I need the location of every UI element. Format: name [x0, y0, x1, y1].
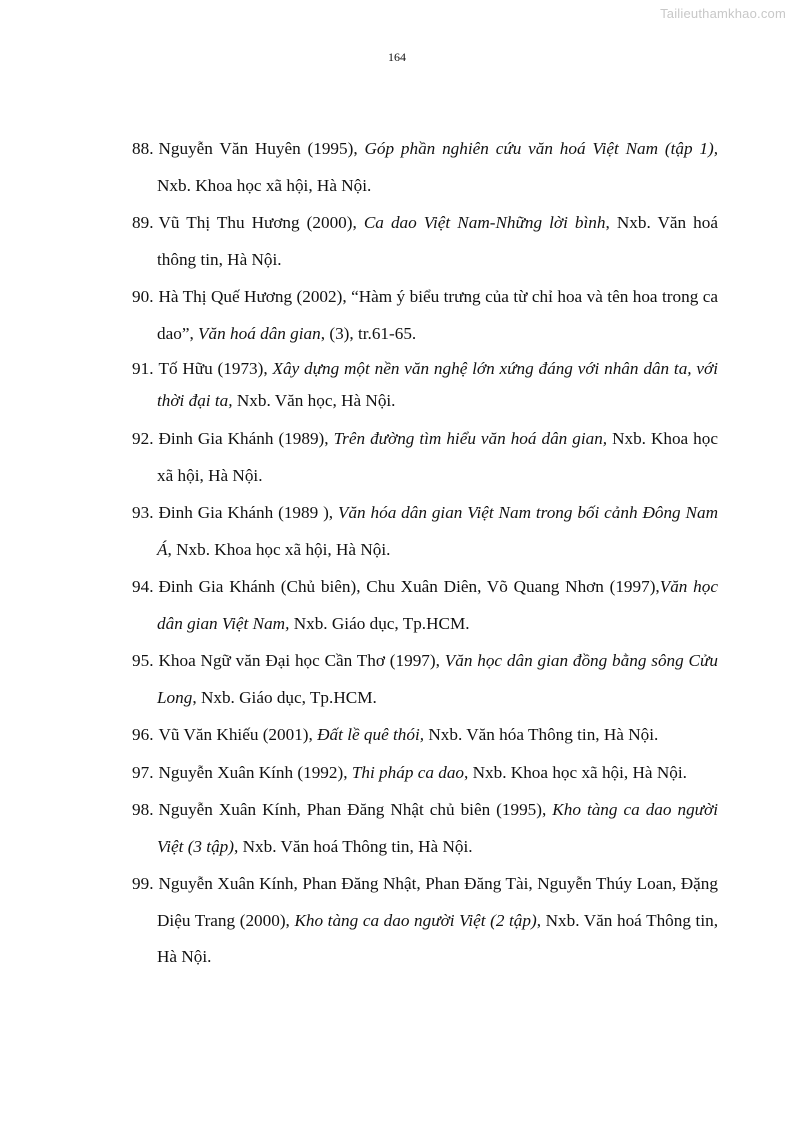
reference-author-year: Nguyễn Xuân Kính, Phan Đăng Nhật, Phan Đăng Tài, Nguyễn Thúy Loan, Đặng Diệu Trang (2000),	[157, 874, 718, 930]
reference-number: 96.	[132, 725, 154, 744]
reference-title: Văn hóa dân gian Việt Nam trong bối cảnh Đông Nam Á	[157, 503, 718, 559]
reference-author-year: Vũ Thị Thu Hương (2000),	[158, 213, 364, 232]
reference-number: 89.	[132, 213, 154, 232]
reference-title: Kho tàng ca dao người Việt (3 tập)	[157, 800, 718, 856]
reference-publisher: Nxb. Văn hóa Thông tin, Hà Nội.	[424, 725, 659, 744]
reference-title: Văn học dân gian đồng bằng sông Cửu Long	[157, 651, 718, 707]
watermark: Tailieuthamkhao.com	[660, 6, 786, 21]
reference-author-year: Đinh Gia Khánh (1989 ),	[158, 503, 338, 522]
reference-title: Ca dao Việt Nam-Những lời bình	[363, 213, 606, 232]
reference-item	[132, 866, 718, 976]
reference-publisher: Nxb. Khoa học xã hội, Hà Nội.	[157, 429, 718, 485]
reference-number: 92.	[132, 429, 154, 448]
reference-number: 95.	[132, 651, 154, 670]
reference-title: Xây dựng một nền văn nghệ lớn xứng đáng với nhân dân ta, với thời đại ta,	[157, 359, 718, 410]
reference-author-year: Hà Thị Quế Hương (2002), “Hàm ý biểu trưng của từ chỉ hoa và tên hoa trong ca dao”,	[157, 287, 718, 343]
reference-number: 88.	[132, 139, 154, 158]
reference-title: Trên đường tìm hiểu văn hoá dân gian,	[333, 429, 608, 448]
reference-number: 94.	[132, 577, 154, 596]
reference-publisher: , Nxb. Giáo dục, Tp.HCM.	[192, 687, 377, 707]
reference-publisher: , Nxb. Văn hoá Thông tin, Hà Nội.	[234, 836, 473, 856]
reference-title: Kho tàng ca dao người Việt (2 tập)	[294, 910, 537, 930]
reference-publisher: , Nxb. Văn hoá Thông tin, Hà Nội.	[157, 910, 718, 966]
reference-title: Văn học dân gian Việt Nam,	[157, 577, 718, 633]
reference-number: 99.	[132, 874, 154, 893]
reference-item	[132, 717, 718, 754]
reference-publisher: , Nxb. Khoa học xã hội, Hà Nội.	[464, 762, 687, 782]
reference-item	[132, 495, 718, 568]
reference-number: 90.	[132, 287, 154, 306]
reference-author-year: Tố Hữu (1973),	[158, 359, 273, 378]
reference-number: 97.	[132, 762, 154, 782]
reference-number: 98.	[132, 800, 154, 819]
reference-publisher: Nxb. Giáo dục, Tp.HCM.	[289, 613, 470, 633]
reference-item	[132, 353, 718, 417]
reference-item	[132, 792, 718, 865]
page-number: 164	[388, 50, 406, 64]
reference-author-year: Đinh Gia Khánh (Chủ biên), Chu Xuân Diên, Võ Quang Nhơn (1997),	[158, 577, 660, 596]
reference-item	[132, 205, 718, 278]
reference-title: Đất lề quê thói,	[317, 725, 425, 744]
reference-publisher: Nxb. Văn học, Hà Nội.	[232, 391, 396, 410]
reference-item	[132, 569, 718, 642]
reference-item	[132, 755, 718, 792]
reference-title: Thi pháp ca dao	[351, 762, 465, 782]
reference-title: Góp phần nghiên cứu văn hoá Việt Nam (tập 1),	[364, 139, 718, 158]
reference-item	[132, 421, 718, 494]
reference-author-year: Khoa Ngữ văn Đại học Cần Thơ (1997),	[158, 651, 445, 670]
reference-number: 91.	[132, 359, 154, 378]
reference-item	[132, 279, 718, 352]
reference-author-year: Nguyễn Văn Huyên (1995),	[158, 139, 365, 158]
reference-list	[132, 131, 718, 976]
reference-publisher: , (3), tr.61-65.	[320, 323, 417, 343]
reference-publisher: , Nxb. Văn hoá thông tin, Hà Nội.	[157, 213, 718, 269]
reference-number: 93.	[132, 503, 154, 522]
reference-item	[132, 643, 718, 716]
reference-publisher: Nxb. Khoa học xã hội, Hà Nội.	[157, 175, 372, 195]
reference-author-year: Đinh Gia Khánh (1989),	[158, 429, 334, 448]
reference-publisher: , Nxb. Khoa học xã hội, Hà Nội.	[167, 539, 391, 559]
reference-title: Văn hoá dân gian	[198, 323, 321, 343]
reference-item	[132, 131, 718, 204]
reference-author-year: Nguyễn Xuân Kính (1992),	[158, 762, 352, 782]
reference-author-year: Nguyễn Xuân Kính, Phan Đăng Nhật chủ biên (1995),	[158, 800, 553, 819]
reference-author-year: Vũ Văn Khiếu (2001),	[158, 725, 318, 744]
